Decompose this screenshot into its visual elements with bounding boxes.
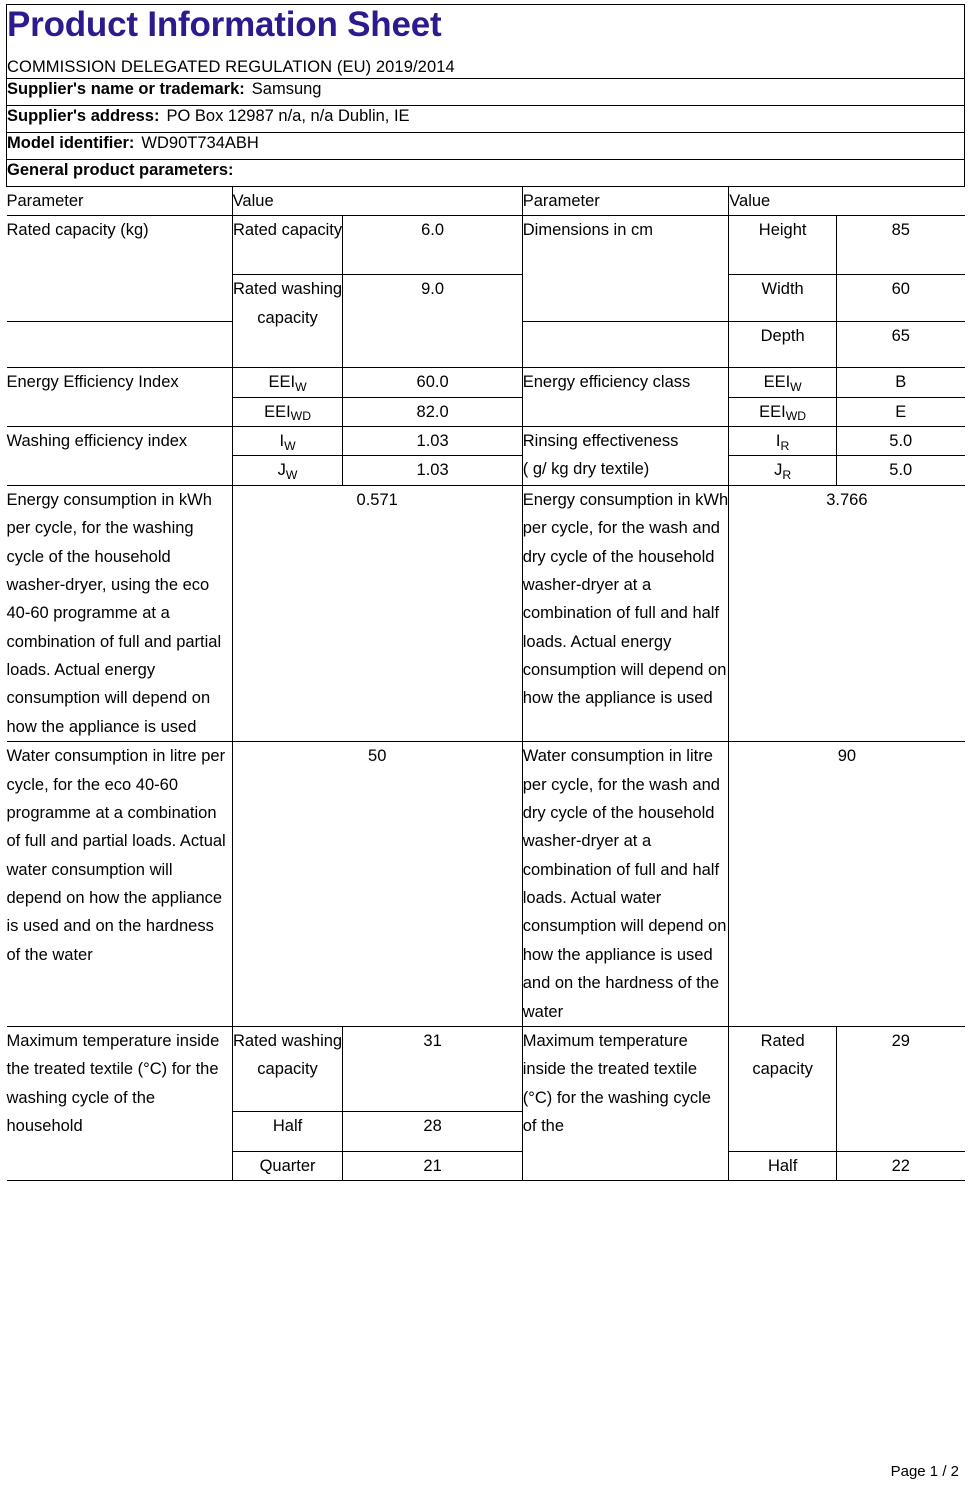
water-consumption-washdry-parameter: Water consumption in litre per cycle, for the wash and dry cycle of the household washer-dryer at a combination of full and half loads. Actual water consumption will depend on how the appliance is used and on the hardness of the water (522, 742, 729, 1027)
model-identifier-label: Model identifier: (7, 133, 135, 152)
header-cell (7, 5, 965, 79)
energy-consumption-wash-value: 0.571 (232, 485, 522, 741)
eei-w-base: EEI (268, 373, 296, 392)
washing-efficiency-value-i: 1.03 (343, 427, 522, 456)
table-row (7, 216, 965, 275)
supplier-name-cell (7, 78, 965, 105)
eei-sublabel-w (232, 368, 343, 397)
eei-wd-base: EEI (264, 402, 291, 421)
washing-efficiency-sublabel-i (232, 427, 343, 456)
table-row (7, 742, 965, 1027)
dimensions-value-depth: 65 (837, 321, 965, 368)
dimensions-sublabel-depth: Depth (729, 321, 837, 368)
jr-base: J (774, 461, 783, 480)
class-wd-base: EEI (759, 402, 786, 421)
max-temp-washdry-value-2: 22 (837, 1151, 965, 1180)
jr-subscript: R (782, 467, 792, 482)
max-temp-wash-value-3: 21 (343, 1151, 522, 1180)
eei-w-subscript: W (295, 379, 307, 394)
header-row (7, 5, 965, 79)
class-w-subscript: W (790, 379, 802, 394)
table-row (7, 1026, 965, 1111)
dimensions-value-width: 60 (837, 275, 965, 322)
energy-class-value-w: B (837, 368, 965, 397)
supplier-address-value: PO Box 12987 n/a, n/a Dublin, IE (166, 106, 410, 125)
rated-capacity-spacer (7, 321, 233, 368)
general-parameters-row (7, 159, 965, 186)
max-temp-washdry-sublabel-1: Rated capacity (729, 1026, 837, 1151)
dimensions-value-height: 85 (837, 216, 965, 275)
document-frame (6, 4, 965, 1181)
rated-capacity-sublabel-1: Rated capacity (232, 216, 343, 275)
header-parameter-left: Parameter (7, 187, 233, 216)
model-identifier-cell (7, 132, 965, 159)
max-temp-washdry-value-1: 29 (837, 1026, 965, 1151)
energy-consumption-washdry-parameter: Energy consumption in kWh per cycle, for the wash and dry cycle of the household washer-dryer at a combination of full and half loads. Actual energy consumption will depend on how the appliance is used (522, 485, 729, 741)
general-parameters-cell (7, 159, 965, 186)
rated-capacity-value-1: 6.0 (343, 216, 522, 275)
max-temp-wash-parameter: Maximum temperature inside the treated textile (°C) for the washing cycle of the household (7, 1026, 233, 1180)
max-temp-wash-value-1: 31 (343, 1026, 522, 1111)
rated-capacity-parameter: Rated capacity (kg) (7, 216, 233, 322)
ir-subscript: R (780, 438, 790, 453)
energy-class-sublabel-wd (729, 397, 837, 426)
class-w-base: EEI (763, 373, 791, 392)
dimensions-sublabel-height: Height (729, 216, 837, 275)
iw-base: I (279, 432, 285, 451)
rated-capacity-sublabel-2: Rated washing capacity (232, 275, 343, 368)
rinsing-sublabel-i (729, 427, 837, 456)
iw-subscript: W (284, 438, 296, 453)
max-temp-washdry-parameter: Maximum temperature inside the treated textile (°C) for the washing cycle of the (522, 1026, 729, 1180)
eei-value-wd: 82.0 (343, 397, 522, 426)
header-value-right: Value (729, 187, 965, 216)
supplier-name-row (7, 78, 965, 105)
water-consumption-wash-parameter: Water consumption in litre per cycle, for the eco 40-60 programme at a combination of full and partial loads. Actual water consumption will depend on how the appliance is used and on the hardness of the water (7, 742, 233, 1027)
page-title: Product Information Sheet (7, 5, 442, 44)
max-temp-wash-sublabel-3: Quarter (232, 1151, 343, 1180)
dimensions-spacer (522, 321, 729, 368)
max-temp-wash-value-2: 28 (343, 1111, 522, 1151)
energy-consumption-wash-parameter: Energy consumption in kWh per cycle, for the washing cycle of the household washer-dryer, using the eco 40-60 programme at a combination of full and partial loads. Actual energy consumption will depend on how the appliance is used (7, 485, 233, 741)
supplier-name-label: Supplier's name or trademark: (7, 79, 245, 98)
page-footer: Page 1 / 2 (890, 1463, 959, 1480)
header-parameter-right: Parameter (522, 187, 729, 216)
energy-class-sublabel-w (729, 368, 837, 397)
parameter-grid-cell (7, 186, 965, 1181)
washing-efficiency-value-j: 1.03 (343, 456, 522, 485)
eei-wd-subscript: WD (290, 409, 312, 424)
max-temp-wash-sublabel-2: Half (232, 1111, 343, 1151)
grid-header-row (7, 187, 965, 216)
model-identifier-value: WD90T734ABH (141, 133, 259, 152)
class-wd-subscript: WD (785, 409, 807, 424)
max-temp-wash-sublabel-1: Rated washing capacity (232, 1026, 343, 1111)
dimensions-parameter: Dimensions in cm (522, 216, 729, 322)
table-row (7, 485, 965, 741)
rinsing-line-2: ( g/ kg dry textile) (522, 460, 650, 479)
table-row (7, 368, 965, 397)
washing-efficiency-sublabel-j (232, 456, 343, 485)
rinsing-line-1: Rinsing effectiveness (522, 432, 679, 451)
table-row (7, 427, 965, 456)
rinsing-sublabel-j (729, 456, 837, 485)
rated-capacity-value-2: 9.0 (343, 275, 522, 368)
regulation-subtitle: COMMISSION DELEGATED REGULATION (EU) 2019/2014 (7, 58, 455, 77)
supplier-address-row (7, 105, 965, 132)
max-temp-washdry-sublabel-2: Half (729, 1151, 837, 1180)
supplier-address-cell (7, 105, 965, 132)
energy-consumption-washdry-value: 3.766 (729, 485, 965, 741)
jw-base: J (277, 461, 286, 480)
rinsing-value-j: 5.0 (837, 456, 965, 485)
general-parameters-label: General product parameters: (7, 160, 234, 179)
water-consumption-washdry-value: 90 (729, 742, 965, 1027)
parameter-grid-row (7, 186, 965, 1181)
rinsing-value-i: 5.0 (837, 427, 965, 456)
washing-efficiency-parameter: Washing efficiency index (7, 427, 233, 486)
energy-class-value-wd: E (837, 397, 965, 426)
header-value-left: Value (232, 187, 522, 216)
ir-base: I (775, 432, 781, 451)
eei-parameter: Energy Efficiency Index (7, 368, 233, 427)
supplier-address-label: Supplier's address: (7, 106, 160, 125)
eei-value-w: 60.0 (343, 368, 522, 397)
eei-sublabel-wd (232, 397, 343, 426)
energy-class-parameter: Energy efficiency class (522, 368, 729, 427)
rinsing-parameter (522, 427, 729, 486)
water-consumption-wash-value: 50 (232, 742, 522, 1027)
supplier-name-value: Samsung (251, 79, 322, 98)
jw-subscript: W (285, 467, 298, 482)
model-identifier-row (7, 132, 965, 159)
page-bottom-clip (0, 1469, 971, 1499)
dimensions-sublabel-width: Width (729, 275, 837, 322)
parameter-grid (7, 187, 965, 1181)
